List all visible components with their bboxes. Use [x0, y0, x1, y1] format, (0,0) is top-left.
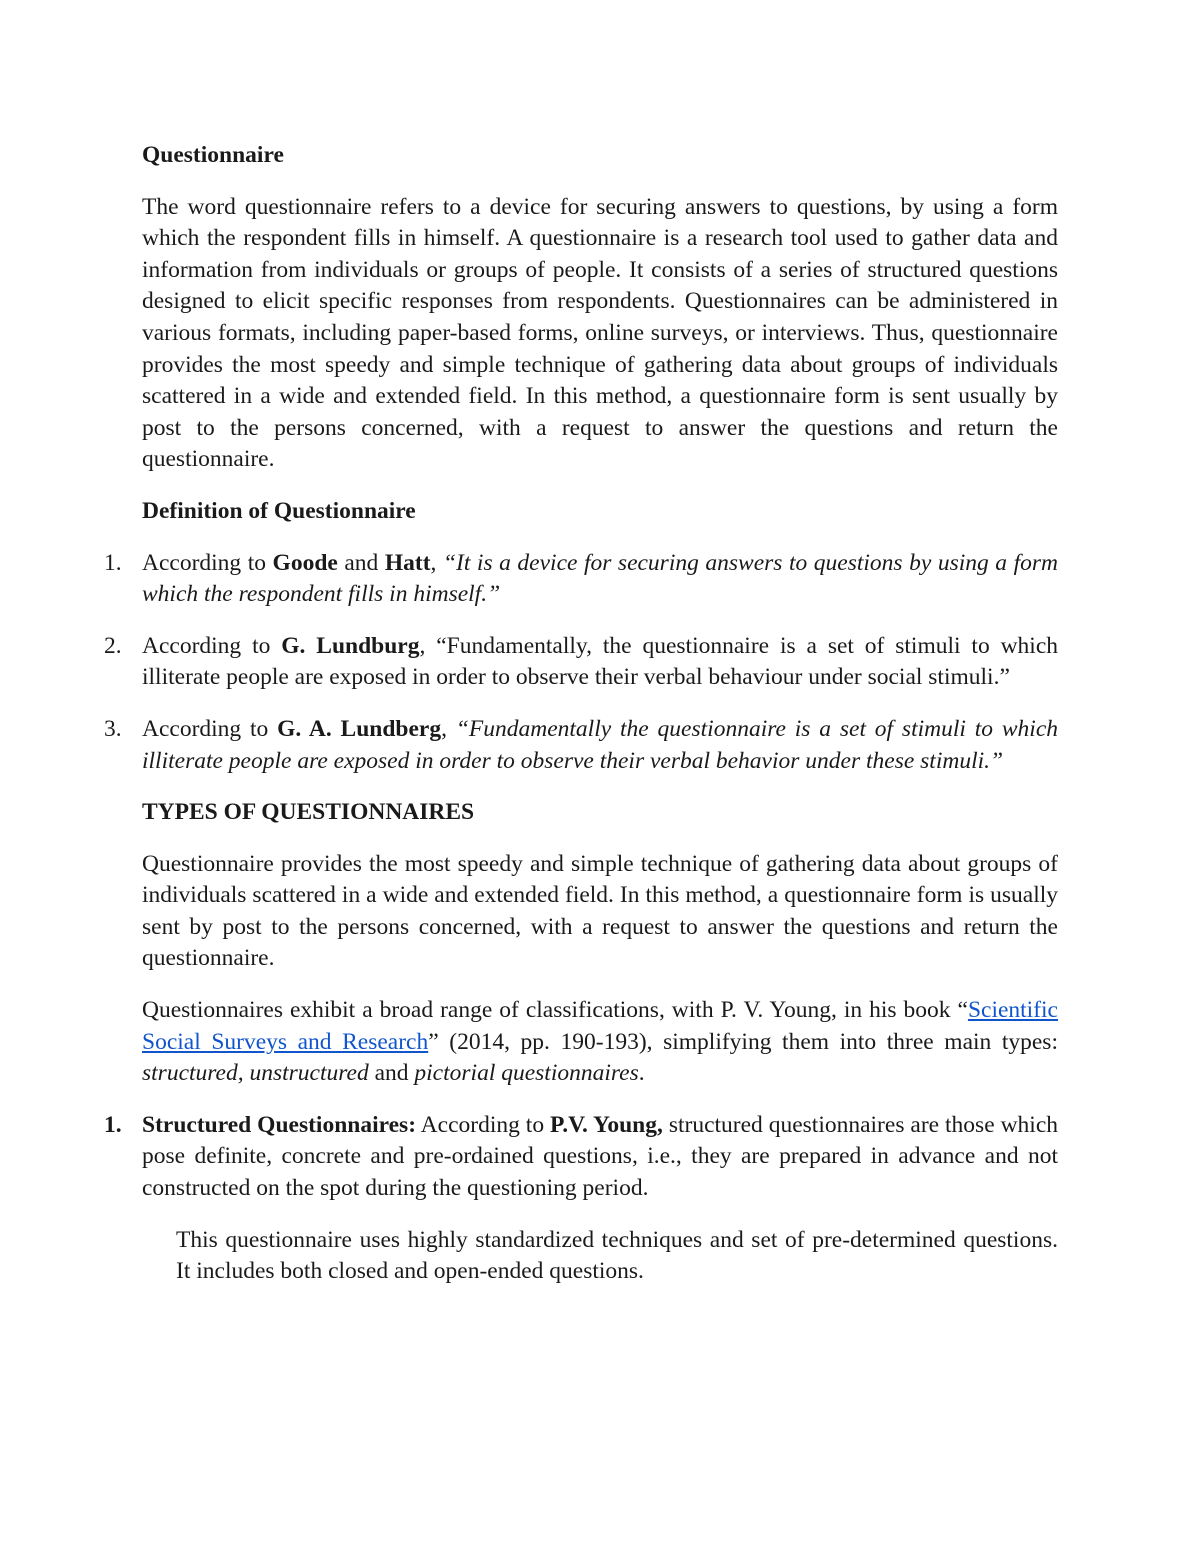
structured-title: Structured Questionnaires: — [142, 1111, 417, 1138]
definition-heading: Definition of Questionnaire — [142, 497, 416, 524]
intro-paragraph: The word questionnaire refers to a device for securing answers to questions, by using a form which the respondent fills in himself. A questionnaire is a research tool used to gather data and information from individuals or groups of people. It consists of a series of structured questions designed to elicit specific responses from respondents. Questionnaires can be administered in various formats, including paper-based forms, online surveys, or interviews. Thus, questionnaire provides the most speedy and simple technique of gathering data about groups of individuals scattered in a wide and extended field. In this method, a questionnaire form is sent usually by post to the persons concerned, with a request to answer the questions and return the questionnaire. — [142, 193, 1058, 473]
author-name: Goode — [272, 549, 338, 576]
structured-item: 1. Structured Questionnaires: According to P.V. Young, structured questionnaires are those which pose definite, concrete and pre-ordained questions, i.e., they are prepared in advance and not constructed on the spot during the questioning period. — [104, 1111, 1059, 1202]
list-number: 1. — [104, 1111, 122, 1138]
list-number: 2. — [104, 632, 122, 659]
definition-item-3: 3. According to G. A. Lundberg, “Fundamentally the questionnaire is a set of stimuli to which illiterate people are exposed in order to observe their verbal behavior under these stimuli.” — [104, 715, 1059, 774]
book-link[interactable]: Scientific Social Surveys and Research — [142, 997, 1058, 1055]
document-body — [104, 140, 1059, 1288]
young-paragraph: Questionnaires exhibit a broad range of classifications, with P. V. Young, in his book “Scientific Social Surveys and Research” (2014, pp. 190-193), simplifying them into three main types: structured, unstructured and pictorial questionnaires. — [142, 997, 1058, 1087]
types-paragraph: Questionnaire provides the most speedy and simple technique of gathering data about groups of individuals scattered in a wide and extended field. In this method, a questionnaire form is usually sent by post to the persons concerned, with a request to answer the questions and return the questionnaire. — [142, 850, 1058, 972]
author-name: P.V. Young, — [550, 1111, 663, 1138]
author-name: G. A. Lundberg — [277, 715, 442, 742]
structured-subparagraph: This questionnaire uses highly standardized techniques and set of pre-determined questions. It includes both closed and open-ended questions. — [176, 1226, 1058, 1285]
definition-quote: “Fundamentally, the questionnaire is a set of stimuli to which illiterate people are exposed in order to observe their verbal behaviour under social stimuli.” — [142, 632, 1059, 691]
types-heading: TYPES OF QUESTIONNAIRES — [142, 799, 475, 826]
section-heading-questionnaire: Questionnaire — [142, 142, 284, 168]
author-name: Hatt — [384, 549, 431, 576]
definition-item-1: 1. According to Goode and Hatt, “It is a device for securing answers to questions by using a form which the respondent fills in himself.” — [104, 549, 1058, 608]
author-name: G. Lundburg — [281, 632, 420, 659]
definition-quote: “Fundamentally the questionnaire is a set of stimuli to which illiterate people are exposed in order to observe their verbal behavior under these stimuli.” — [142, 715, 1059, 774]
list-number: 3. — [104, 715, 122, 742]
list-number: 1. — [104, 549, 122, 576]
definition-item-2: 2. According to G. Lundburg, “Fundamentally, the questionnaire is a set of stimuli to which illiterate people are exposed in order to observe their verbal behaviour under social stimuli.” — [104, 632, 1059, 691]
definition-quote: “It is a device for securing answers to questions by using a form which the respondent fills in himself.” — [142, 549, 1058, 608]
